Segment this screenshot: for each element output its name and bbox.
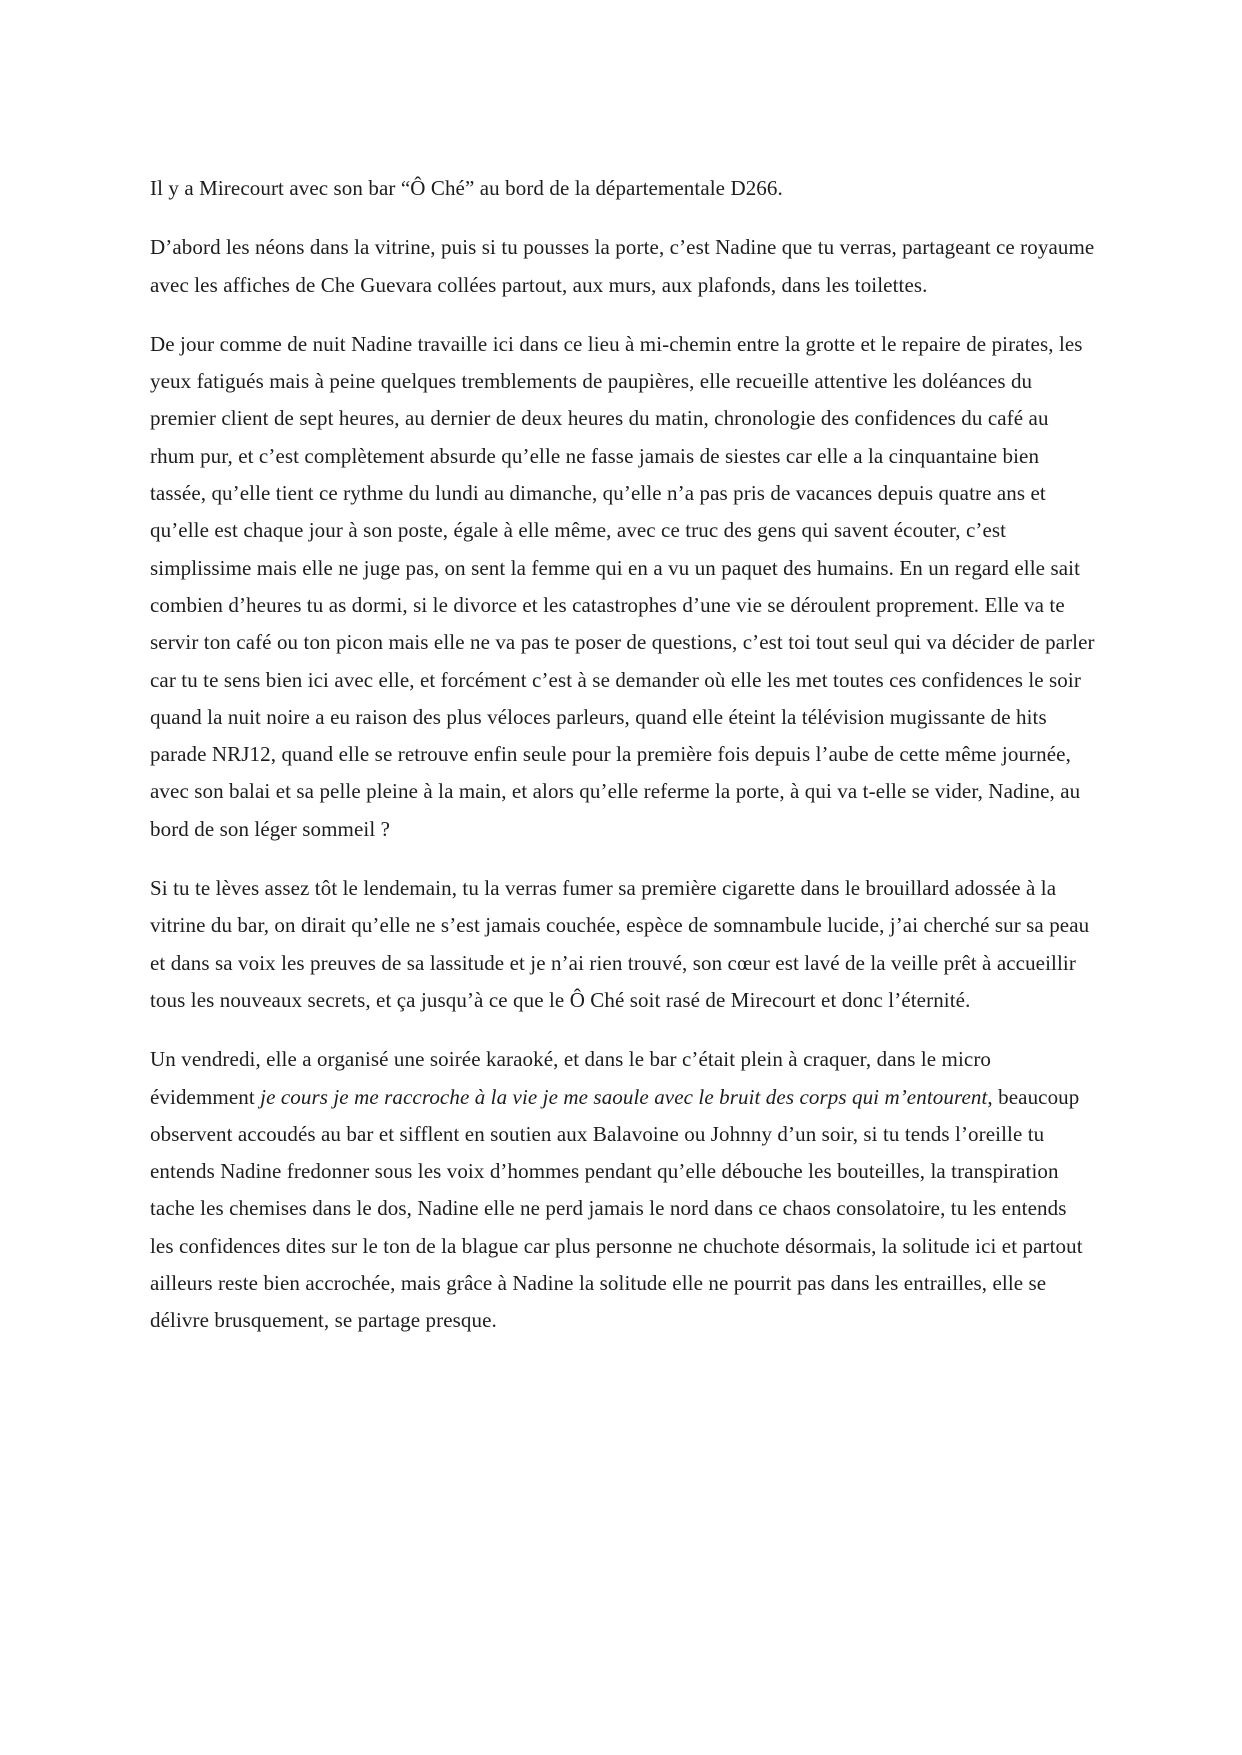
paragraph-neons: D’abord les néons dans la vitrine, puis si tu pousses la porte, c’est Nadine que tu verras, partageant ce royaume avec les affiches de Che Guevara collées partout, aux murs, aux plafonds, dans les toilettes.: [150, 235, 1095, 297]
paragraph-morning: Si tu te lèves assez tôt le lendemain, tu la verras fumer sa première cigarette dans le brouillard adossée à la vitrine du bar, on dirait qu’elle ne s’est jamais couchée, espèce de somnambule lucide, j’ai cherché sur sa peau et dans sa voix les preuves de sa lassitude et je n’ai rien trouvé, son cœur est lavé de la veille prêt à accueillir tous les nouveaux secrets, et ça jusqu’à ce que le Ô Ché soit rasé de Mirecourt et donc l’éternité.: [150, 876, 1090, 1012]
karaoke-song-lyrics: je cours je me raccroche à la vie je me saoule avec le bruit des corps qui m’entourent: [260, 1084, 988, 1109]
paragraph-intro: Il y a Mirecourt avec son bar “Ô Ché” au bord de la départementale D266.: [150, 176, 783, 200]
karaoke-text-before: Un vendredi, elle a organisé une soirée karaoké, et dans le bar c’était plein à craquer, dans le micro évidemment: [150, 1047, 992, 1109]
karaoke-text-after: , beaucoup observent accoudés au bar et sifflent en soutien aux Balavoine ou Johnny d’un soir, si tu tends l’oreille tu entends Nadine fredonner sous les voix d’hommes pendant qu’elle débouche les bouteilles, la transpiration tache les chemises dans le dos, Nadine elle ne perd jamais le nord dans ce chaos consolatoire, tu les entends les confidences dites sur le ton de la blague car plus personne ne chuchote désormais, la solitude ici et partout ailleurs reste bien accrochée, mais grâce à Nadine la solitude elle ne pourrit pas dans les entrailles, elle se délivre brusquement, se partage presque.: [150, 1084, 1083, 1333]
paragraph-karaoke: [150, 1041, 1095, 1339]
document-page: [150, 170, 1095, 1362]
paragraph-nadine-work: De jour comme de nuit Nadine travaille ici dans ce lieu à mi-chemin entre la grotte et le repaire de pirates, les yeux fatigués mais à peine quelques tremblements de paupières, elle recueille attentive les doléances du premier client de sept heures, au dernier de deux heures du matin, chronologie des confidences du café au rhum pur, et c’est complètement absurde qu’elle ne fasse jamais de siestes car elle a la cinquantaine bien tassée, qu’elle tient ce rythme du lundi au dimanche, qu’elle n’a pas pris de vacances depuis quatre ans et qu’elle est chaque jour à son poste, égale à elle même, avec ce truc des gens qui savent écouter, c’est simplissime mais elle ne juge pas, on sent la femme qui en a vu un paquet des humains. En un regard elle sait combien d’heures tu as dormi, si le divorce et les catastrophes d’une vie se déroulent proprement. Elle va te servir ton café ou ton picon mais elle ne va pas te poser de questions, c’est toi tout seul qui va décider de parler car tu te sens bien ici avec elle, et forcément c’est à se demander où elle les met toutes ces confidences le soir quand la nuit noire a eu raison des plus véloces parleurs, quand elle éteint la télévision mugissante de hits parade NRJ12, quand elle se retrouve enfin seule pour la première fois depuis l’aube de cette même journée, avec son balai et sa pelle pleine à la main, et alors qu’elle referme la porte, à qui va t-elle se vider, Nadine, au bord de son léger sommeil ?: [150, 331, 1095, 841]
